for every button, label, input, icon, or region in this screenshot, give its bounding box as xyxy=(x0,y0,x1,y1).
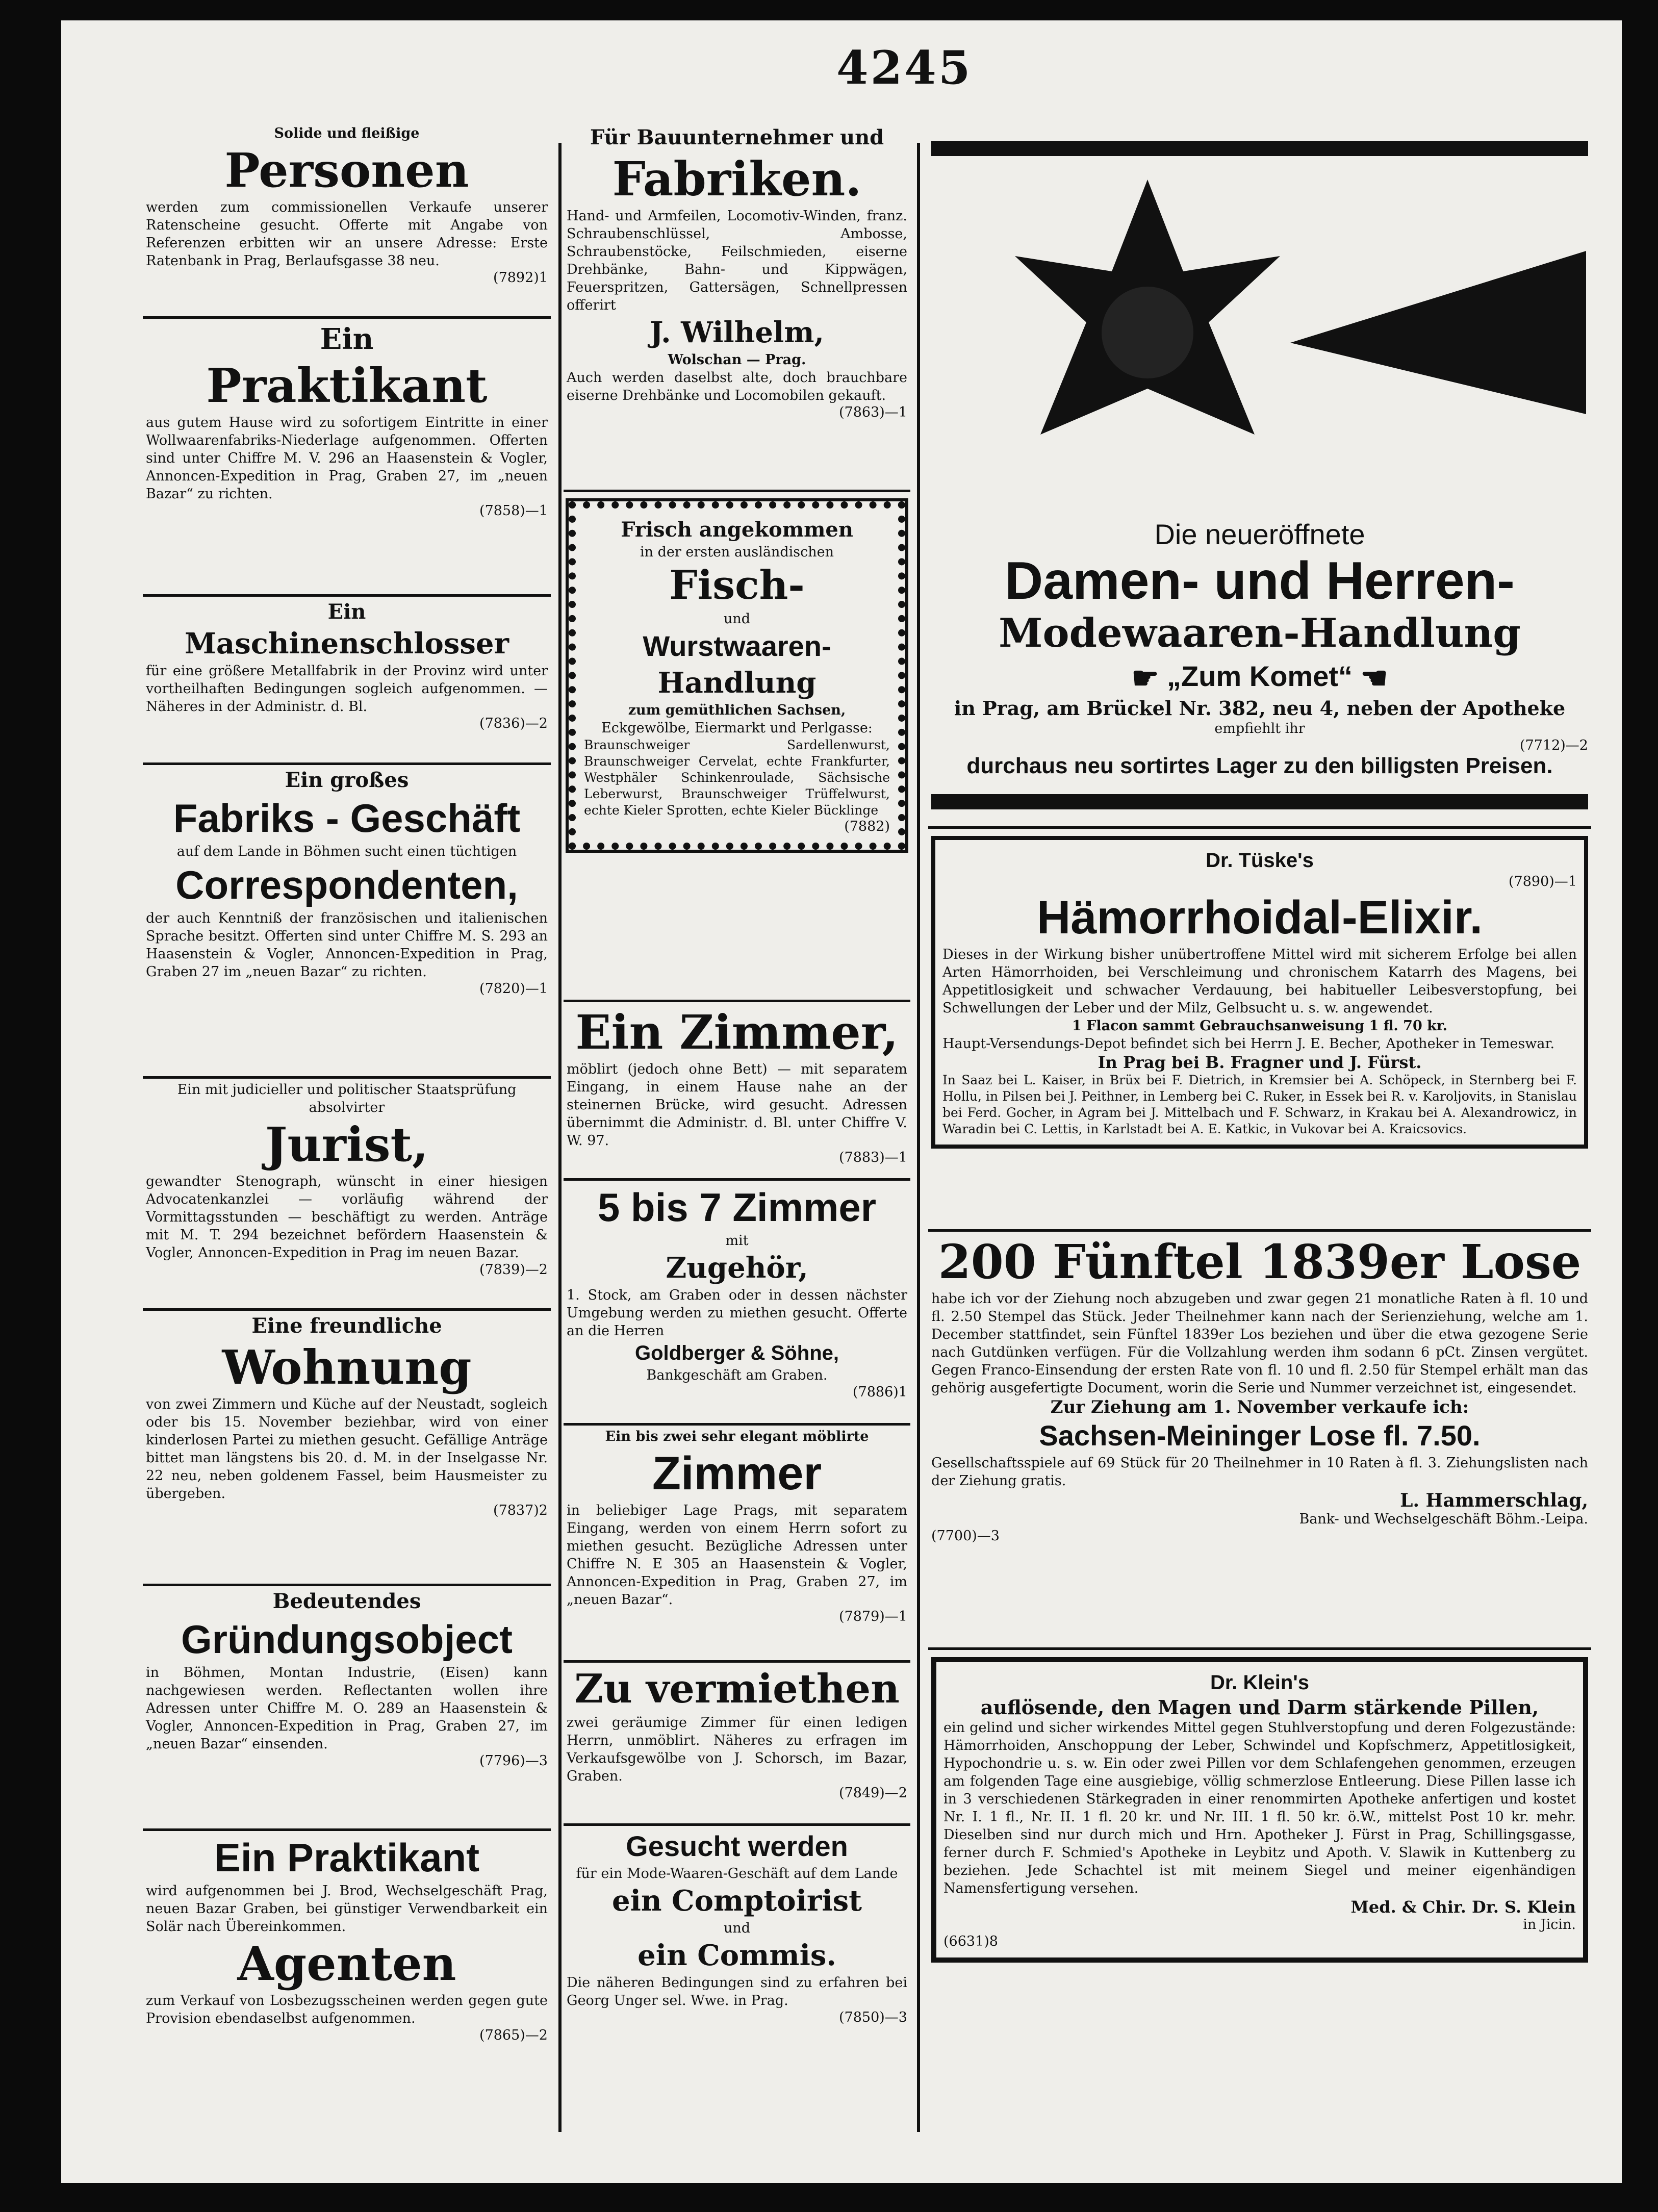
ad-zu-vermiethen xyxy=(564,1660,910,1823)
ad-signature: Med. & Chir. Dr. S. Klein xyxy=(1350,1897,1576,1917)
ad-body: habe ich vor der Ziehung noch abzugeben und zwar gegen 21 monatliche Raten à fl. 10 und fl. 2.50 Stempel das Stück. Jeder Theilnehmer kann nach der Serienziehung, welche am 1. December stattfindet, sein Fünftel 1839er Los beziehen und über die etwa gezogene Serie nach Gutdünken verfügen. Für die Vollzahlung werden ihm sodann 6 pCt. Zinsen vergütet. Gegen Franco-Einsendung der ersten Rate von fl. 10 und fl. 2.50 für Stempel erhält man das gehörig ausgefertigte Document, worin die Serie und Nummer verzeichnet ist, eingesendet. xyxy=(931,1291,1588,1396)
ad-headline: Maschinenschlosser xyxy=(184,627,509,660)
newspaper-page xyxy=(61,20,1622,2183)
ad-sub: Zur Ziehung am 1. November verkaufe ich: xyxy=(1050,1397,1469,1417)
ad-ref: (7839)—2 xyxy=(479,1262,548,1278)
ad-body: gewandter Stenograph, wünscht in einer hiesigen Advocatenkanzlei — vorläufig während der Vormittagsstunden — beschäftigt zu werden. Anträge mit M. T. 294 bezeichnet befördern Haasenstein & Vogler, Annoncen-Expedition in Prag im neuen Bazar. xyxy=(146,1174,548,1261)
ad-headline-2: Zugehör, xyxy=(666,1251,808,1285)
ad-ref: (7850)—3 xyxy=(839,2010,907,2025)
ad-body: aus gutem Hause wird zu sofortigem Eintritte in einer Wollwaarenfabriks-Niederlage aufgenommen. Offerten sind unter Chiffre M. V. 296 an Haasenstein & Vogler, Annoncen-Expedition in Prag, Graben 27, im „neuen Bazar“ zu richten. xyxy=(146,415,548,502)
ad-gruendungsobject xyxy=(143,1584,551,1828)
ad-headline: Damen- und Herren- xyxy=(1005,551,1515,611)
ad-place: zum gemüthlichen Sachsen, xyxy=(628,702,846,718)
ad-headline: 5 bis 7 Zimmer xyxy=(597,1185,877,1230)
ad-ref: (6631)8 xyxy=(943,1934,998,1949)
ad-headline: 200 Fünftel 1839er Lose xyxy=(938,1234,1582,1289)
ad-signature-2: in Jicin. xyxy=(1523,1917,1576,1933)
pointing-hand-icon: ☛ xyxy=(1131,661,1159,696)
ad-pre: Für Bauunternehmer und xyxy=(590,125,884,149)
ad-firm: Goldberger & Söhne, xyxy=(634,1342,839,1364)
ad-body-2: Bankgeschäft am Graben. xyxy=(646,1367,828,1383)
ad-zum-komet xyxy=(928,122,1591,826)
ad-headline-3: Handlung xyxy=(657,666,817,700)
heavy-rule xyxy=(931,794,1588,809)
ad-ref: (7883)—1 xyxy=(839,1150,907,1165)
ad-body: der auch Kenntniß der französischen und italienischen Sprache besitzt. Offerten sind unter Chiffre M. S. 293 an Haasenstein & Vogler, Annoncen-Expedition in Prag, Graben 27 im „neuen Bazar“ zu richten. xyxy=(146,910,548,980)
ad-fisch-wurstwaaren xyxy=(564,490,910,1000)
ad-fabriks-geschaeft xyxy=(143,762,551,1076)
ad-ref: (7863)—1 xyxy=(839,404,907,420)
ad-praktikant-agenten xyxy=(143,1828,551,2145)
ad-fabriken xyxy=(564,122,910,490)
ad-headline: Fabriken. xyxy=(612,151,862,207)
ad-pre: Ein mit judicieller und politischer Staatsprüfung absolvirter xyxy=(177,1082,517,1115)
ad-headline-2: Agenten xyxy=(237,1936,456,1991)
ad-pre: Ein xyxy=(320,322,374,356)
ad-sub-2: und xyxy=(723,611,751,627)
ad-headline-2: Correspondenten, xyxy=(175,862,518,907)
ad-ref: (7879)—1 xyxy=(839,1609,907,1624)
ad-ref: (7892)1 xyxy=(493,270,548,286)
ad-tuske-elixir xyxy=(928,826,1591,1229)
column-right xyxy=(928,122,1591,2157)
ad-body: von zwei Zimmern und Küche auf der Neustadt, sogleich oder bis 15. November beziehbar, wird von einer kinderlosen Partei zu miethen gesucht. Gefällige Anträge bittet man längstens bis 20. d. M. in der Inselgasse Nr. 22 neu, neben goldenem Fassel, beim Hausmeister zu übergeben. xyxy=(146,1396,548,1502)
ad-headline: Praktikant xyxy=(206,358,488,413)
column-rule xyxy=(558,143,562,2132)
column-rule xyxy=(917,143,920,2132)
ad-ref: (7849)—2 xyxy=(839,1785,907,1801)
ad-ref: (7712)—2 xyxy=(1520,738,1588,754)
ad-headline: Ein Zimmer, xyxy=(575,1005,899,1060)
ad-pre: Ein großes xyxy=(285,768,409,792)
ad-body-2: In Saaz bei L. Kaiser, in Brüx bei F. Dietrich, in Kremsier bei A. Schöpeck, in Sternberg bei F. Hollu, in Pilsen bei J. Peithner, in Lemberg bei C. Ruker, in Essek bei R. v. Karoljovits, in Stanislau bei Ferd. Gocher, in Agram bei J. Mittelbach und F. Schwarz, in Krakau bei A. Alexandrowicz, in Waradin bei C. Lettis, in Karlstadt bei A. E. Katkic, in Vukovar bei A. Kraicsovics. xyxy=(942,1073,1577,1136)
ad-headline: Gesucht werden xyxy=(626,1830,848,1862)
ad-pre: Frisch angekommen xyxy=(621,518,853,542)
ad-pre: Bedeutendes xyxy=(272,1589,421,1613)
ad-body: für eine größere Metallfabrik in der Provinz wird unter vortheilhaften Bedingungen sogleich aufgenommen. — Näheres in der Administr. d. Bl. xyxy=(146,663,548,715)
ad-elegant-zimmer xyxy=(564,1423,910,1660)
ad-ein-zimmer xyxy=(564,1000,910,1178)
ad-firm: J. Wilhelm, xyxy=(650,316,824,349)
ad-body: möblirt (jedoch ohne Bett) — mit separatem Eingang, in einem Hause nahe an der steinernen Brücke, wird gesucht. Adressen übernimmt die Administr. d. Bl. unter Chiffre V. W. 97. xyxy=(567,1061,907,1149)
ad-pre: Dr. Tüske's xyxy=(1206,849,1314,872)
ad-firm-address: Wolschan — Prag. xyxy=(668,352,806,368)
ad-shop-name xyxy=(931,658,1588,697)
ad-ref: (7820)—1 xyxy=(479,981,548,997)
ad-headline: Ein Praktikant xyxy=(214,1835,480,1880)
ad-sub: in der ersten ausländischen xyxy=(640,544,834,560)
column-middle xyxy=(564,122,910,2157)
ad-body-top: wird aufgenommen bei J. Brod, Wechselgeschäft Prag, neuen Bazar Graben, bei günstiger Verwendbarkeit ein Solär nach Übereinkommen. xyxy=(146,1883,548,1935)
ad-wohnung xyxy=(143,1308,551,1584)
ad-pre: Ein xyxy=(327,600,366,624)
pointing-hand-icon: ☚ xyxy=(1360,661,1388,696)
ad-praktikant xyxy=(143,316,551,594)
double-frame xyxy=(931,836,1588,1149)
ad-pre: Die neueröffnete xyxy=(1154,518,1365,550)
ad-body: Dieses in der Wirkung bisher unübertroffene Mittel wird mit sicherem Erfolge bei allen Arten Hämorrhoiden, bei Verschleimung und chronischem Katarrh des Magens, bei Appetitlosigkeit und schwacher Verdauung, bei habitueller Leibesverstopfung, bei Schwellungen der Leber und der Milz, Gelbsucht u. s. w. angewendet. xyxy=(942,947,1577,1016)
ad-ref: (7858)—1 xyxy=(479,503,548,519)
ad-pre: Dr. Klein's xyxy=(1210,1671,1310,1694)
column-left xyxy=(143,122,551,2157)
ad-ref: (7837)2 xyxy=(493,1503,548,1518)
ad-ref: (7700)—3 xyxy=(931,1528,1000,1544)
ad-headline-2: Modewaaren-Handlung xyxy=(999,610,1521,656)
ad-body-2: Gesellschaftsspiele auf 69 Stück für 20 Theilnehmer in 10 Raten à fl. 3. Ziehungslisten nach der Ziehung gratis. xyxy=(931,1455,1588,1489)
comet-star-icon xyxy=(933,159,1586,516)
chain-border-frame xyxy=(569,501,905,850)
ad-pre: Solide und fleißige xyxy=(274,125,420,141)
ad-sub: und xyxy=(723,1920,751,1936)
page-number: 4245 xyxy=(836,41,973,95)
ad-price: 1 Flacon sammt Gebrauchsanweisung 1 fl. 70 kr. xyxy=(1072,1018,1447,1034)
ad-body: in beliebiger Lage Prags, mit separatem Eingang, werden von einem Herrn sofort zu miethen gesucht. Bezügliche Adressen unter Chiffre N. E 305 an Haasenstein & Vogler, Annoncen-Expedition in Prag, Graben 27, im „neuen Bazar“. xyxy=(567,1503,907,1608)
ad-headline: Wohnung xyxy=(222,1340,472,1395)
ad-ref: (7836)—2 xyxy=(479,716,548,731)
ad-body: zwei geräumige Zimmer für einen ledigen Herrn, unmöblirt. Näheres zu erfragen im Verkaufsgewölbe von J. Schorsch, im Bazar, Graben. xyxy=(567,1715,907,1784)
ad-personen xyxy=(143,122,551,316)
ad-prag: In Prag bei B. Fragner und J. Fürst. xyxy=(1098,1053,1422,1072)
ad-headline: Fisch- xyxy=(669,562,805,608)
shop-name-text: „Zum Komet“ xyxy=(1167,660,1353,692)
ad-pre: Ein bis zwei sehr elegant möblirte xyxy=(605,1429,869,1444)
ad-body: zum Verkauf von Losbezugsscheinen werden gegen gute Provision ebendaselbst aufgenommen. xyxy=(146,1993,548,2026)
ad-body-2: Auch werden daselbst alte, doch brauchbare eiserne Drehbänke und Locomobilen gekauft. xyxy=(567,370,907,403)
ad-headline-2: ein Comptoirist xyxy=(611,1884,862,1918)
ad-headline-2: Wurstwaaren- xyxy=(643,630,831,662)
ad-body-top: für ein Mode-Waaren-Geschäft auf dem Lande xyxy=(576,1866,898,1882)
ad-tagline: durchaus neu sortirtes Lager zu den billigsten Preisen. xyxy=(966,753,1553,779)
ad-headline: Zimmer xyxy=(652,1447,822,1499)
ad-body: Hand- und Armfeilen, Locomotiv-Winden, franz. Schraubenschlüssel, Ambosse, Schraubenstöcke, Feilschmieden, eiserne Drehbänke, Bahn- und Kippwägen, Feuerspritzen, Gattersägen, Schnellpressen offerirt xyxy=(567,208,907,313)
ad-body: Die näheren Bedingungen sind zu erfahren bei Georg Unger sel. Wwe. in Prag. xyxy=(567,1975,907,2008)
ad-sub: mit xyxy=(725,1233,749,1249)
ad-headline: Hämorrhoidal-Elixir. xyxy=(1036,892,1483,944)
ad-headline: Fabriks - Geschäft xyxy=(173,796,521,841)
ad-body: 1. Stock, am Graben oder in dessen nächster Umgebung werden zu miethen gesucht. Offerte an die Herren xyxy=(567,1287,907,1339)
heavy-rule xyxy=(931,141,1588,156)
ad-address: Eckgewölbe, Eiermarkt und Perlgasse: xyxy=(601,720,873,736)
ad-headline: Jurist, xyxy=(265,1117,429,1172)
ad-klein-pillen xyxy=(928,1647,1591,2117)
ad-ref: (7796)—3 xyxy=(479,1753,548,1769)
ad-ref: (7865)—2 xyxy=(479,2027,548,2043)
ad-headline-2: Sachsen-Meininger Lose fl. 7.50. xyxy=(1039,1419,1481,1452)
ad-ref: (7882) xyxy=(844,819,890,834)
ad-address: in Prag, am Brückel Nr. 382, neu 4, neben der Apotheke xyxy=(954,697,1566,720)
ad-body: werden zum commissionellen Verkaufe unserer Ratenscheine gesucht. Offerte mit Angabe von Referenzen erbitten wir an unsere Adresse: Erste Ratenbank in Prag, Berlaufsgasse 38 neu. xyxy=(146,199,548,269)
ad-body: ein gelind und sicher wirkendes Mittel gegen Stuhlverstopfung und deren Folgezustände: Hämorrhoiden, Anschoppung der Leber, Schwindel und Kopfschmerz, Appetitlosigkeit, Hypochondrie u. s. w. Ein oder zwei Pillen vor dem Schlafengehen genommen, erzeugen am folgenden Tage eine ausgiebige, völlig schmerzlose Entleerung. Diese Pillen lasse ich in 3 verschiedenen Stärkegraden in einer renommirten Apotheke anfertigen und kostet Nr. I. 1 fl., Nr. II. 1 fl. 20 kr. und Nr. III. 1 fl. 50 kr. ö.W., mittelst Post 10 kr. mehr. Dieselben sind nur durch mich und Hrn. Apotheker J. Fürst in Prag, Schillingsgasse, ferner durch F. Schmied's Apotheke in Leybitz und Apoth. V. Slawik in Kuttenberg zu beziehen. Jede Schachtel ist mit meinem Siegel und meiner eigenhändigen Namensfertigung versehen. xyxy=(943,1720,1576,1896)
ad-firm-2: Bank- und Wechselgeschäft Böhm.-Leipa. xyxy=(1299,1511,1588,1527)
ad-headline: Gründungsobject xyxy=(181,1617,513,1662)
ad-headline: auflösende, den Magen und Darm stärkende Pillen, xyxy=(980,1696,1539,1719)
ad-body: Braunschweiger Sardellenwurst, Braunschweiger Cervelat, echte Frankfurter, Westphäler Schinkenroulade, Sächsische Leberwurst, Braunschweiger Trüffelwurst, echte Kieler Sprotten, echte Kieler Bücklinge xyxy=(584,738,890,818)
ad-fuenftel-lose xyxy=(928,1229,1591,1647)
ad-5-bis-7-zimmer xyxy=(564,1178,910,1423)
double-frame xyxy=(931,1657,1588,1963)
ad-headline: Zu vermiethen xyxy=(574,1666,900,1712)
ad-line: empfiehlt ihr xyxy=(1214,721,1305,737)
ad-body-top: auf dem Lande in Böhmen sucht einen tüchtigen xyxy=(176,844,517,859)
ad-headline-3: ein Commis. xyxy=(637,1939,836,1972)
ad-depot: Haupt-Versendungs-Depot befindet sich bei Herrn J. E. Becher, Apotheker in Temeswar. xyxy=(942,1036,1555,1052)
ad-maschinenschlosser xyxy=(143,594,551,762)
ad-ref: (7886)1 xyxy=(853,1384,907,1400)
ad-ref: (7890)—1 xyxy=(1509,874,1577,889)
ad-jurist xyxy=(143,1076,551,1308)
ad-headline: Personen xyxy=(224,143,469,198)
ad-firm: L. Hammerschlag, xyxy=(1400,1490,1588,1511)
ad-pre: Eine freundliche xyxy=(251,1314,442,1338)
ad-body: in Böhmen, Montan Industrie, (Eisen) kann nachgewiesen werden. Reflectanten wollen ihre Adressen unter Chiffre M. O. 289 an Haasenstein & Vogler, Annoncen-Expedition in Prag, Graben 27, im „neuen Bazar“ einsenden. xyxy=(146,1665,548,1752)
ad-gesucht-werden xyxy=(564,1823,910,2155)
